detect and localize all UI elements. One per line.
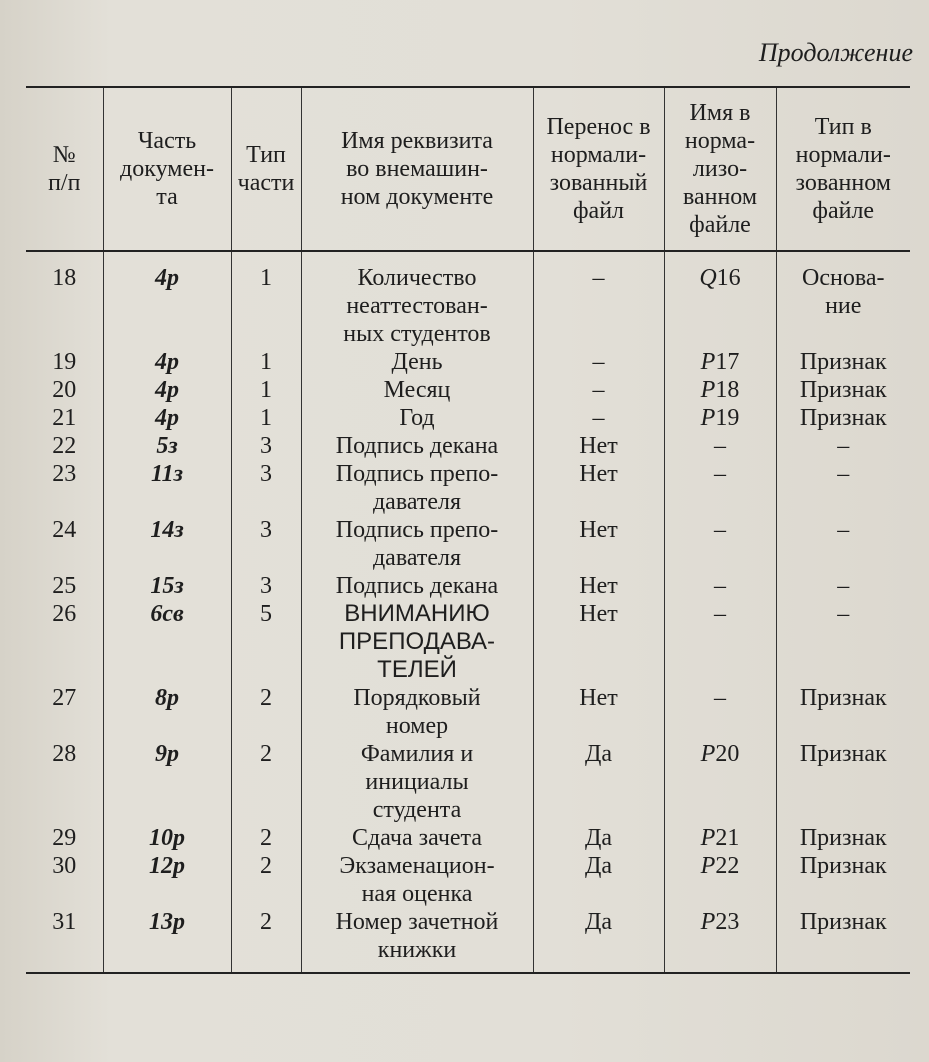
requisite-name-cell: Подпись декана [301,432,533,460]
document-part-cell: 4р [103,251,231,348]
table-row [26,432,910,460]
normalized-type-cell: Признак [776,852,910,908]
document-part-cell: 6св [103,600,231,684]
table-row [26,348,910,376]
part-type-cell: 3 [231,516,301,572]
header-document-part: Часть докумен- та [103,87,231,251]
normalized-name-cell: P18 [664,376,776,404]
row-number-cell: 22 [52,433,77,459]
requisite-name-cell: Фамилия и инициалы студента [301,740,533,824]
part-type-cell: 5 [231,600,301,684]
table-row [26,852,910,908]
part-type-cell: 3 [231,460,301,516]
requisites-table [26,86,910,974]
row-number-cell: 27 [52,685,77,711]
header-normalized-type: Тип в нормали- зованном файле [776,87,910,251]
row-number-cell: 19 [52,349,77,375]
document-part-cell: 8р [103,684,231,740]
part-type-cell: 3 [231,572,301,600]
normalized-type-cell: Признак [776,684,910,740]
document-part-cell: 14з [103,516,231,572]
row-number-cell: 24 [52,517,77,543]
table-row [26,376,910,404]
transfer-cell: – [533,376,664,404]
transfer-cell: – [533,404,664,432]
requisite-name-cell: Подпись препо- давателя [301,460,533,516]
requisite-name-cell: Год [301,404,533,432]
header-part-type: Тип части [231,87,301,251]
transfer-cell: – [533,348,664,376]
table-row [26,824,910,852]
normalized-type-cell: – [776,460,910,516]
part-type-cell: 2 [231,684,301,740]
requisite-name-cell: Номер зачетной книжки [301,908,533,973]
transfer-cell: Нет [533,572,664,600]
requisite-name-cell: День [301,348,533,376]
normalized-name-cell: – [664,516,776,572]
table-row [26,516,910,572]
part-type-cell: 2 [231,852,301,908]
row-number-cell: 25 [52,573,77,599]
row-number-cell: 31 [26,908,103,973]
normalized-type-cell: – [776,600,910,684]
normalized-name-cell: – [664,684,776,740]
normalized-type-cell: Признак [776,376,910,404]
part-type-cell: 1 [231,404,301,432]
row-number-cell: 18 [52,265,77,291]
header-requisite-name: Имя реквизита во внемашин- ном документе [301,87,533,251]
part-type-cell: 2 [231,908,301,973]
transfer-cell: – [533,251,664,348]
table-row [26,908,910,973]
table-row [26,572,910,600]
table-row [26,251,910,348]
header-transfer: Перенос в нормали- зованный файл [533,87,664,251]
normalized-type-cell: – [776,516,910,572]
document-part-cell: 13р [103,908,231,973]
normalized-name-cell: Q16 [664,251,776,348]
continued-label: Продолжение [758,38,913,67]
transfer-cell: Да [533,740,664,824]
requisite-name-cell: Подпись препо- давателя [301,516,533,572]
part-type-cell: 1 [231,376,301,404]
requisite-name-cell: Количество неаттестован- ных студентов [301,251,533,348]
header-normalized-name: Имя в норма- лизо- ванном файле [664,87,776,251]
transfer-cell: Нет [533,432,664,460]
normalized-name-cell: P19 [664,404,776,432]
document-part-cell: 10р [103,824,231,852]
document-part-cell: 4р [103,348,231,376]
table-row [26,740,910,824]
table-header-row [26,87,910,251]
transfer-cell: Нет [533,600,664,684]
normalized-name-cell: – [664,460,776,516]
normalized-type-cell: – [776,572,910,600]
normalized-name-cell: – [664,600,776,684]
table-row [26,684,910,740]
requisite-name-cell: Подпись декана [301,572,533,600]
part-type-cell: 2 [231,740,301,824]
transfer-cell: Нет [533,460,664,516]
transfer-cell: Да [533,852,664,908]
transfer-cell: Да [533,908,664,973]
part-type-cell: 1 [231,251,301,348]
normalized-name-cell: – [664,572,776,600]
part-type-cell: 1 [231,348,301,376]
requisite-name-cell: Экзаменацион- ная оценка [301,852,533,908]
normalized-type-cell: Признак [776,908,910,973]
row-number-cell: 28 [52,741,77,767]
table-body [26,251,910,973]
table-row [26,404,910,432]
row-number-cell: 21 [52,405,77,431]
table-row [26,600,910,684]
requisite-name-cell: Месяц [301,376,533,404]
table-row [26,460,910,516]
row-number-cell: 26 [52,601,77,627]
transfer-cell: Нет [533,684,664,740]
normalized-type-cell: Признак [776,348,910,376]
normalized-name-cell: P23 [664,908,776,973]
document-part-cell: 4р [103,404,231,432]
normalized-type-cell: Основа- ние [776,251,910,348]
document-part-cell: 11з [103,460,231,516]
normalized-name-cell: P21 [664,824,776,852]
document-part-cell: 15з [103,572,231,600]
row-number-cell: 23 [52,461,77,487]
normalized-name-cell: – [664,432,776,460]
document-part-cell: 4р [103,376,231,404]
document-part-cell: 5з [103,432,231,460]
header-number: № п/п [26,87,103,251]
normalized-name-cell: P17 [664,348,776,376]
normalized-name-cell: P22 [664,852,776,908]
requisite-name-cell: Сдача зачета [301,824,533,852]
document-part-cell: 9р [103,740,231,824]
normalized-type-cell: Признак [776,740,910,824]
normalized-type-cell: Признак [776,824,910,852]
requisite-name-cell: Порядковый номер [301,684,533,740]
part-type-cell: 2 [231,824,301,852]
transfer-cell: Нет [533,516,664,572]
row-number-cell: 30 [52,853,77,879]
normalized-type-cell: – [776,432,910,460]
row-number-cell: 29 [52,825,77,851]
transfer-cell: Да [533,824,664,852]
normalized-name-cell: P20 [664,740,776,824]
normalized-type-cell: Признак [776,404,910,432]
requisite-name-cell: ВНИМАНИЮ ПРЕПОДАВА- ТЕЛЕЙ [301,600,533,684]
document-part-cell: 12р [103,852,231,908]
row-number-cell: 20 [52,377,77,403]
part-type-cell: 3 [231,432,301,460]
